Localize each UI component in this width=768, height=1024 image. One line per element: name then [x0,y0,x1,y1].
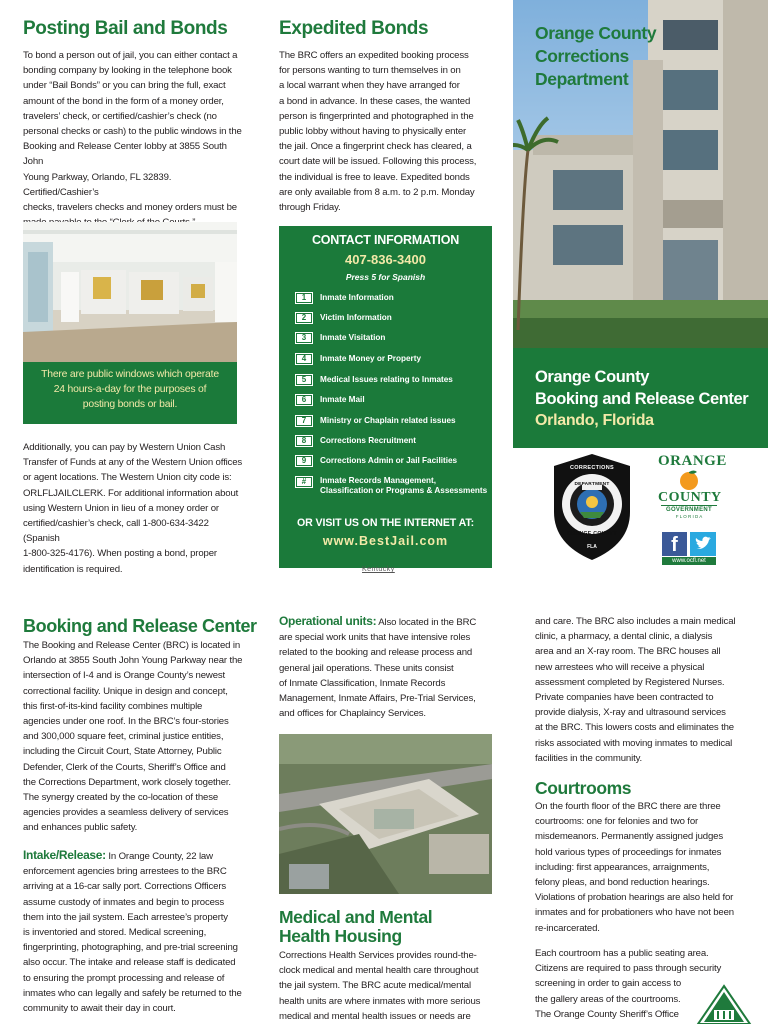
text-line: or agent locations. The Western Union city code is: [23,472,232,484]
key-number: 4 [295,353,313,365]
medical-mental-paragraph [279,948,494,1024]
key-number: 3 [295,332,313,344]
courthouse-seal-art [696,984,752,1024]
text-line: at the BRC. This lowers costs and eliminates the [535,722,734,734]
inline-heading: Intake/Release: [23,848,106,862]
text-line: Corrections [535,46,629,66]
text-line: under “Bail Bonds” or you can bring the full, exact [23,80,226,92]
key-number: 2 [295,312,313,324]
text-line: the individual is free to leave. Expedited bonds [279,171,470,183]
text-line: community to await their day in court. [23,1003,176,1015]
text-line: Corrections Health Services provides round-the- [279,950,477,961]
contact-option-1[interactable] [295,292,394,304]
twitter-bird-art [690,532,716,556]
lobby-caption-band [23,362,237,424]
text-line: inmates and for probationers who have not been [535,907,734,919]
contact-option-label: Ministry or Chaplain related issues [320,416,456,425]
orange-county-logo [658,453,727,524]
medical-mental-heading [279,908,432,946]
contact-phone[interactable]: 407-836-3400 [345,252,426,267]
western-union-paragraph [23,440,245,577]
text-line: On the fourth floor of the BRC there are three [535,801,721,812]
booking-release-heading: Booking and Release Center [23,616,257,636]
posting-bail-heading: Posting Bail and Bonds [23,18,228,39]
text-line: including the Circuit Court, State Attorney, Public [23,746,222,758]
text-line: the Corrections Department, work closely together. [23,776,231,788]
contact-option-label: Victim Information [320,313,392,322]
lobby-photo-art [23,222,237,362]
text-line: Orange County [535,23,657,43]
text-line: courtrooms: one for felonies and two for [535,816,699,828]
text-line: fingerprinting, photographing, and pre-trial screening [23,942,238,954]
key-number: 8 [295,435,313,447]
center-title [535,366,748,410]
contact-option-label: Medical Issues relating to Inmates [320,375,453,384]
text-line: amount of the bond in the form of a money order, [23,95,224,107]
text-line: general jail operations. These units consist [279,662,454,674]
contact-information-box [279,226,492,568]
contact-option-label: Inmate Information [320,293,394,302]
contact-option-label: Corrections Admin or Jail Facilities [320,456,458,465]
text-line: correctional facility. Unique in design and concept, [23,685,228,697]
contact-option-label: Inmate Money or Property [320,354,422,363]
text-line: and care. The BRC also includes a main medical [535,616,736,627]
contact-option-9[interactable] [295,455,457,467]
lobby-caption [23,362,237,412]
text-line: health units are where inmates with more serious [279,995,481,1007]
text-line: certified/cashier’s check, call 1-800-634-3422 (Spanish [23,518,209,545]
text-line: Booking and Release Center lobby at 3855 South John [23,141,227,168]
text-line: for persons wanting to turn themselves in on [279,65,461,77]
website-link[interactable]: www.BestJail.com [322,534,449,548]
oc-logo-line4: F L O R I D A [675,514,703,519]
text-line: The BRC offers an expedited booking process [279,50,469,61]
twitter-icon[interactable] [690,532,716,556]
text-line: related to the booking and release process and [279,647,473,659]
text-line: identification is required. [23,563,123,575]
contact-option-8[interactable] [295,435,416,447]
text-line: risks associated with moving inmates to medical [535,737,733,749]
text-line: Transfer of Funds at any of the Western Union offices [23,457,243,469]
key-number: 5 [295,374,313,386]
contact-option-2[interactable] [295,312,392,324]
key-number: 7 [295,415,313,427]
text-line: are special work units that have intensive roles [279,632,471,644]
posting-bail-paragraph [23,48,245,230]
text-line: Violations of probation hearings are also held for [535,892,734,904]
badge-bottom-text: ORANGE COUNTY [566,531,617,537]
text-line: ORLFLJAILCLERK. For additional information about [23,487,239,499]
text-line: provide dialysis, X-ray and ultrasound services [535,707,726,719]
courthouse-seal-icon [696,984,752,1024]
key-number: 1 [295,292,313,304]
dept-title [535,22,755,91]
text-line: a local warrant when they have arranged for [279,80,460,92]
text-line: Operational units: Also located in the BRC [279,614,477,628]
expedited-bonds-heading: Expedited Bonds [279,18,429,39]
text-line: Medical and Mental [279,907,433,927]
text-line: of Inmate Classification, Inmate Records [279,677,446,689]
text-line: Intake/Release: In Orange County, 22 law [23,848,213,862]
text-line: Department [535,69,629,89]
contact-option-label: Inmate Visitation [320,333,386,342]
medical-continued-paragraph [535,614,750,766]
text-line: Citizens are required to pass through security [535,963,722,975]
key-number: 9 [295,455,313,467]
contact-option-label: Corrections Recruitment [320,436,416,445]
text-line: Defender, Clerk of the Courts, Sheriff’s Office and [23,761,226,773]
text-line: also occur. The intake and release staff is dedicated [23,957,236,969]
center-title-band [513,348,768,448]
text-line: 24 hours-a-day for the purposes of [53,384,207,395]
badge-top-text: CORRECTIONS [570,465,614,471]
contact-option-7[interactable] [295,415,456,427]
oc-logo-line2: COUNTY [658,490,722,505]
aerial-photo-art [279,734,492,894]
text-line: is inventoried and stored. Medical screening, [23,927,207,939]
text-line: misdemeanors. Permanently assigned judges [535,831,723,843]
text-line: the gallery areas of the courtrooms. [535,993,681,1005]
oc-logo-line3: GOVERNMENT [661,505,717,514]
lobby-photo [23,222,237,362]
text-line: and offices for Chaplaincy Services. [279,708,426,720]
key-number: # [295,476,313,488]
contact-option-label: Inmate Records Management, Classification or Programs & Assessments [320,476,488,495]
courtrooms-paragraph [535,799,750,936]
text-line: Management, Inmate Affairs, Pre-Trial Services, [279,693,476,705]
oc-logo-line1: ORANGE [658,453,727,469]
text-line: public lobby without having to physically enter [279,126,467,138]
text-line: and enhances public safety. [23,822,138,834]
inline-heading: Operational units: [279,614,377,628]
text-line: Private companies have been contracted to [535,692,714,704]
text-line: checks, travelers checks and money orders must be [23,202,237,214]
text-line: arriving at a 16-car sally port. Corrections Officers [23,881,227,893]
text-line: to ensuring the prompt processing and release of [23,972,225,984]
ocfl-url[interactable]: www.ocfl.net [662,557,716,565]
text-line: 1-800-325-4176). When posting a bond, proper [23,548,217,560]
text-line: intersection of I-4 and is Orange County’s newest [23,670,226,682]
text-line: felony pleas, and bond reduction hearings. [535,877,710,889]
contact-title: CONTACT INFORMATION [311,233,460,247]
text-line: assessment completed by Registered Nurses. [535,676,725,688]
contact-option-6[interactable] [295,394,365,406]
text-line: the jail. Once a fingerprint check has cleared, a [279,141,472,153]
text-line: Orange County [535,368,649,386]
text-line: through Friday. [279,202,341,214]
text-line: medical and mental health issues or needs are [279,1010,471,1022]
text-line: using Western Union in lieu of a money order or [23,502,219,514]
text-line: screening in order to gain access to [535,978,682,990]
text-line: Health Housing [279,926,402,946]
text-line: person is fingerprinted and photographed in the [279,110,474,122]
aerial-photo [279,734,492,894]
facebook-icon[interactable]: f [662,532,687,556]
text-line: a bond in advance. In these cases, the wanted [279,95,471,107]
text-line: agencies provides a seamless delivery of services [23,807,229,819]
text-line: area and an X-ray room. The BRC houses all [535,646,721,658]
intake-release-paragraph [23,848,248,1016]
orange-fruit-icon [658,469,720,491]
operational-units-paragraph [279,614,494,721]
text-line: hold various types of proceedings for inmates [535,846,722,858]
courtrooms-heading: Courtrooms [535,778,632,798]
stray-label: Kentucky [362,566,395,573]
key-number: 6 [295,394,313,406]
text-line: re-incarcerated. [535,922,600,934]
text-line: this first-of-its-kind facility combines multiple [23,700,203,712]
spanish-note: Press 5 for Spanish [345,272,426,282]
text-line: clock medical and mental health care throughout [279,965,479,977]
text-line: personal checks or cash) to the public windows in the [23,126,242,138]
visit-internet-text: OR VISIT US ON THE INTERNET AT: [297,517,474,529]
text-line: There are public windows which operate [41,369,219,380]
badge-state-text: FLA [587,544,597,550]
text-line: Each courtroom has a public seating area. [535,948,709,959]
text-line: The Booking and Release Center (BRC) is located in [23,640,241,651]
text-line: court date will be issued. Following this process, [279,156,477,168]
text-line: clinic, a pharmacy, a dental clinic, a dialysis [535,631,713,643]
text-line: bonding company by looking in the telephone book [23,65,232,77]
text-line: assume custody of inmates and begin to process [23,896,225,908]
text-line: agencies under one roof. In the BRC’s four-stories [23,716,229,728]
text-line: posting bonds or bail. [82,399,178,410]
text-line: new arrestees who will receive a physical [535,661,705,673]
text-line: them into the jail system. Each arrestee’s property [23,911,228,923]
text-line: facilities in the community. [535,752,643,764]
text-line: inmates who can legally and safely be returned to the [23,987,242,999]
contact-option-3[interactable] [295,332,385,344]
text-line: Additionally, you can pay by Western Union Cash [23,442,226,453]
contact-option-5[interactable] [295,374,453,386]
contact-option-label: Inmate Mail [320,395,365,404]
corrections-badge-logo [550,452,634,562]
text-line: travelers’ check, or certified/cashier’s check (no [23,110,217,122]
text-line: Orlando at 3855 South John Young Parkway near the [23,655,243,667]
text-line: and 300,000 square feet, criminal justice entities, [23,731,224,743]
text-line: the jail system. The BRC acute medical/mental [279,980,471,992]
text-line: The synergy created by the co-location of these [23,792,219,804]
text-line: enforcement agencies bring arrestees to the BRC [23,866,227,878]
text-line: To bond a person out of jail, you can either contact a [23,50,238,61]
text-line: including: first appearances, arraignments, [535,861,710,873]
contact-option-10[interactable] [295,476,487,496]
text-line: The Orange County Sheriff’s Office [535,1008,679,1020]
badge-middle-text: DEPARTMENT [574,482,610,487]
text-line: Booking and Release Center [535,390,749,408]
text-line: Young Parkway, Orlando, FL 32839. Certified/Cashier’s [23,171,172,198]
text-line: are only available from 8 a.m. to 2 p.m. Monday [279,186,475,198]
location-text: Orlando, Florida [535,412,654,429]
contact-option-4[interactable] [295,353,421,365]
booking-release-paragraph [23,638,248,836]
expedited-bonds-paragraph [279,48,494,215]
